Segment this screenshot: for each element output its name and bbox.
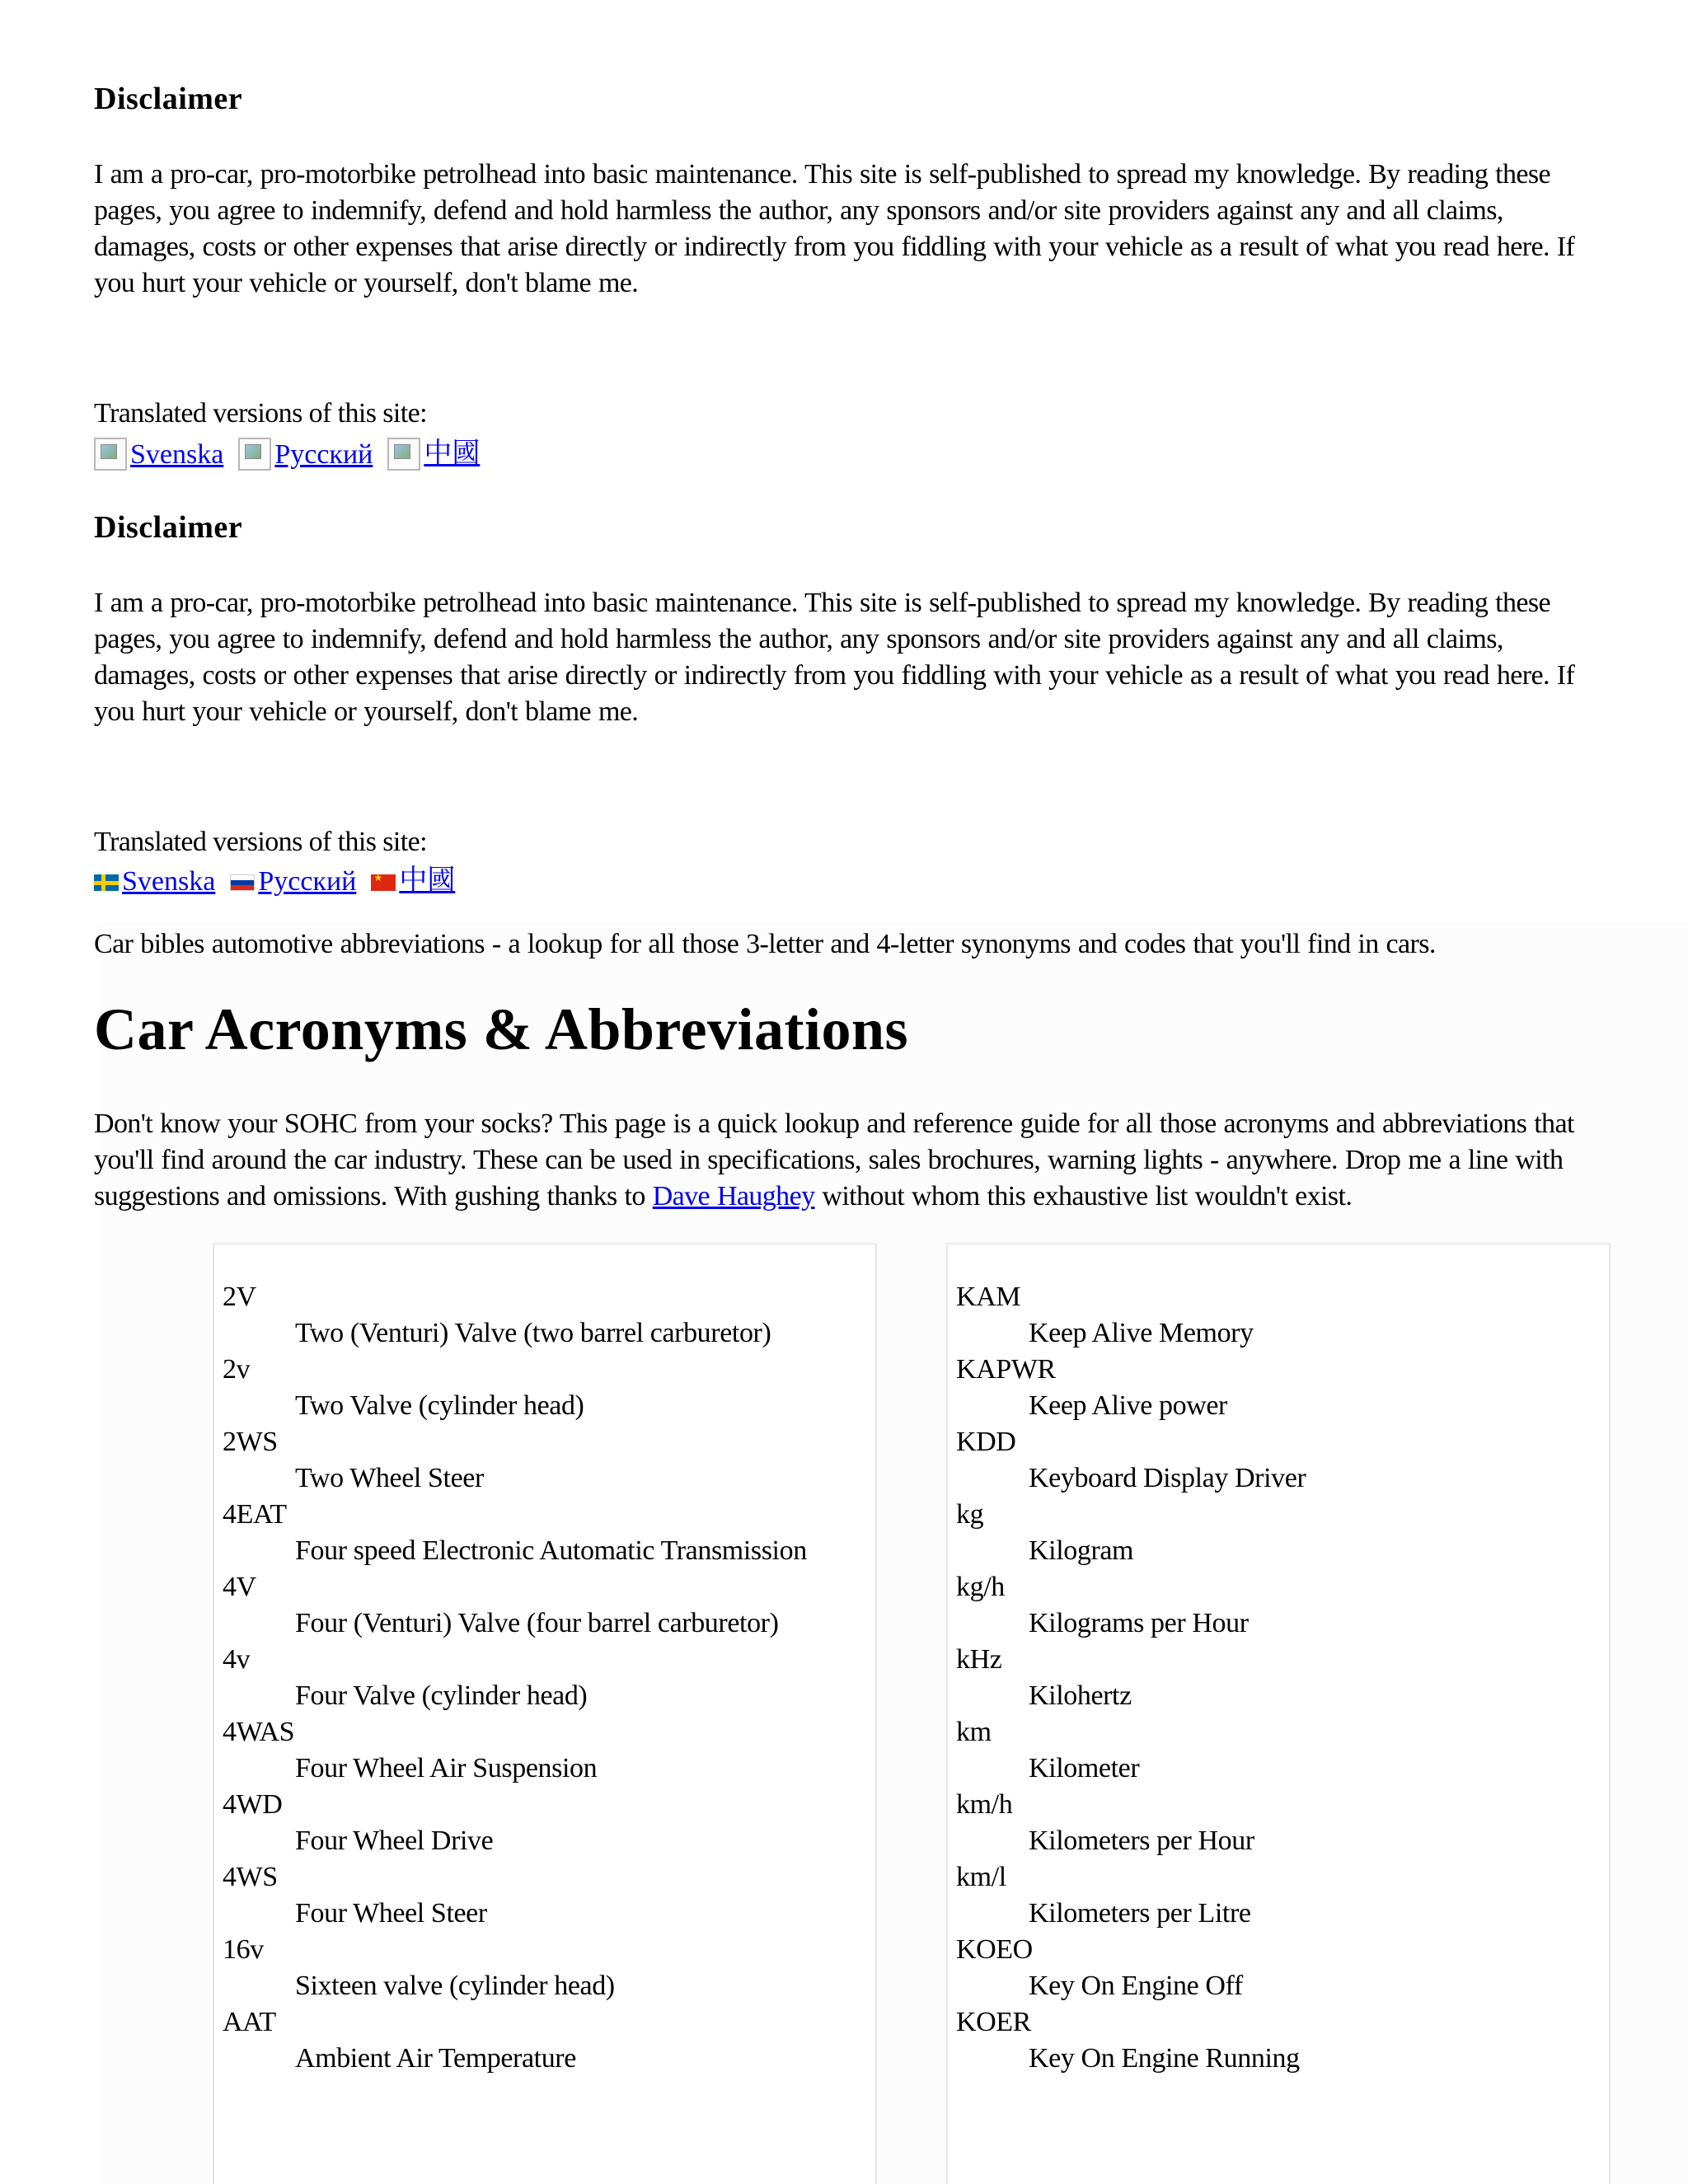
glossary-definition: Four (Venturi) Valve (four barrel carburetor) — [295, 1608, 779, 1638]
glossary-panel-left — [213, 1243, 877, 2184]
intro-paragraph-line — [94, 1179, 1574, 1215]
glossary-definition: Keep Alive power — [1029, 1390, 1227, 1421]
language-link-russian[interactable] — [230, 866, 356, 898]
language-link-svenska[interactable] — [94, 438, 223, 471]
glossary-term: KAM — [956, 1282, 1021, 1312]
disclaimer-line: I am a pro-car, pro-motorbike petrolhead into basic maintenance. This site is self-published to spread my knowledge. By reading these — [94, 159, 1551, 190]
glossary-definition: Key On Engine Running — [1029, 2043, 1300, 2074]
language-link-text[interactable]: 中國 — [399, 865, 456, 896]
glossary-definition: Two (Venturi) Valve (two barrel carburetor) — [295, 1318, 771, 1348]
language-link-text[interactable]: Русский — [274, 439, 373, 470]
disclaimer-line: damages, costs or other expenses that arise directly or indirectly from you fiddling with your vehicle as a result of what you read here. If — [94, 660, 1575, 691]
glossary-definition: Kilometers per Litre — [1029, 1898, 1251, 1929]
glossary-list-left — [223, 1279, 807, 2077]
glossary-term: kg — [956, 1499, 984, 1530]
translations-label-2: Translated versions of this site: — [94, 827, 427, 857]
glossary-definition: Kilometer — [1029, 1753, 1140, 1783]
glossary-definition: Two Valve (cylinder head) — [295, 1390, 584, 1421]
disclaimer-line: I am a pro-car, pro-motorbike petrolhead into basic maintenance. This site is self-published to spread my knowledge. By reading these — [94, 588, 1551, 618]
language-link-svenska[interactable] — [94, 866, 215, 898]
glossary-definition: Kilohertz — [1029, 1680, 1132, 1711]
glossary-definition: Key On Engine Off — [1029, 1971, 1243, 2001]
disclaimer-line: pages, you agree to indemnify, defend and hold harmless the author, any sponsors and/or site providers against any and all claims, — [94, 195, 1503, 226]
glossary-definition: Four Wheel Steer — [295, 1898, 487, 1929]
glossary-term: 4EAT — [223, 1499, 287, 1530]
china-flag-icon — [371, 874, 396, 891]
glossary-term: 4V — [223, 1572, 256, 1602]
glossary-term: 2V — [223, 1282, 256, 1312]
language-links-broken — [94, 430, 495, 471]
dave-haughey-link[interactable]: Dave Haughey — [652, 1181, 815, 1212]
disclaimer-text-2 — [94, 585, 1574, 730]
glossary-term: AAT — [223, 2007, 276, 2037]
disclaimer-line: you hurt your vehicle or yourself, don't blame me. — [94, 268, 639, 298]
sweden-flag-icon — [94, 874, 119, 891]
glossary-term: 4WAS — [223, 1717, 295, 1747]
glossary-definition: Ambient Air Temperature — [295, 2043, 576, 2074]
glossary-term: km/h — [956, 1789, 1013, 1820]
disclaimer-heading-2: Disclaimer — [94, 510, 243, 545]
glossary-definition: Two Wheel Steer — [295, 1463, 484, 1493]
broken-image-icon — [94, 438, 127, 471]
glossary-term: 16v — [223, 1934, 264, 1965]
language-link-text[interactable]: Svenska — [130, 439, 224, 470]
glossary-definition: Kilograms per Hour — [1029, 1608, 1249, 1638]
glossary-term: kg/h — [956, 1572, 1005, 1602]
glossary-list-right — [956, 1279, 1306, 2077]
page-title: Car Acronyms & Abbreviations — [94, 996, 909, 1062]
glossary-definition: Keep Alive Memory — [1029, 1318, 1254, 1348]
disclaimer-line: you hurt your vehicle or yourself, don't blame me. — [94, 696, 639, 727]
intro-text: without whom this exhaustive list wouldn't exist. — [814, 1181, 1353, 1212]
glossary-definition: Four Valve (cylinder head) — [295, 1680, 588, 1711]
language-link-russian[interactable] — [238, 438, 373, 471]
language-link-chinese[interactable] — [371, 857, 455, 898]
glossary-term: KDD — [956, 1427, 1016, 1457]
intro-line: Car bibles automotive abbreviations - a lookup for all those 3-letter and 4-letter synonyms and codes that you'll find in cars. — [94, 929, 1436, 959]
glossary-term: km/l — [956, 1862, 1006, 1892]
language-link-text[interactable]: 中國 — [424, 438, 481, 469]
glossary-term: 4WS — [223, 1862, 278, 1892]
glossary-panel-right — [946, 1243, 1611, 2184]
intro-paragraph-line: Don't know your SOHC from your socks? This page is a quick lookup and reference guide for all those acronyms and abbreviations that — [94, 1108, 1574, 1139]
broken-image-icon — [387, 438, 420, 471]
glossary-term: 2v — [223, 1354, 251, 1385]
glossary-definition: Four Wheel Drive — [295, 1825, 494, 1856]
glossary-term: kHz — [956, 1644, 1002, 1675]
broken-image-icon — [238, 438, 271, 471]
main-intro — [94, 1106, 1574, 1215]
glossary-definition: Kilometers per Hour — [1029, 1825, 1254, 1856]
russia-flag-icon — [230, 874, 255, 891]
glossary-term: KAPWR — [956, 1354, 1056, 1385]
glossary-definition: Sixteen valve (cylinder head) — [295, 1971, 615, 2001]
glossary-definition: Four Wheel Air Suspension — [295, 1753, 598, 1783]
glossary-term: KOEO — [956, 1934, 1033, 1965]
glossary-term: km — [956, 1717, 992, 1747]
intro-paragraph-line: you'll find around the car industry. These can be used in specifications, sales brochures, warning lights - anywhere. Drop me a line with — [94, 1145, 1564, 1175]
disclaimer-text — [94, 157, 1574, 302]
glossary-term: 4v — [223, 1644, 251, 1675]
glossary-definition: Kilogram — [1029, 1535, 1134, 1566]
glossary-term: 4WD — [223, 1789, 283, 1820]
disclaimer-heading: Disclaimer — [94, 82, 243, 116]
intro-text: suggestions and omissions. With gushing thanks to — [94, 1181, 653, 1212]
language-link-chinese[interactable] — [387, 430, 480, 471]
disclaimer-line: damages, costs or other expenses that arise directly or indirectly from you fiddling with your vehicle as a result of what you read here. If — [94, 232, 1575, 262]
language-links-flags — [94, 857, 470, 898]
glossary-term: 2WS — [223, 1427, 278, 1457]
language-link-text[interactable]: Русский — [258, 866, 357, 897]
language-link-text[interactable]: Svenska — [122, 866, 216, 897]
glossary-definition: Keyboard Display Driver — [1029, 1463, 1306, 1493]
glossary-term: KOER — [956, 2007, 1031, 2037]
disclaimer-line: pages, you agree to indemnify, defend and hold harmless the author, any sponsors and/or site providers against any and all claims, — [94, 624, 1503, 654]
translations-label: Translated versions of this site: — [94, 398, 427, 429]
glossary-definition: Four speed Electronic Automatic Transmission — [295, 1535, 807, 1566]
